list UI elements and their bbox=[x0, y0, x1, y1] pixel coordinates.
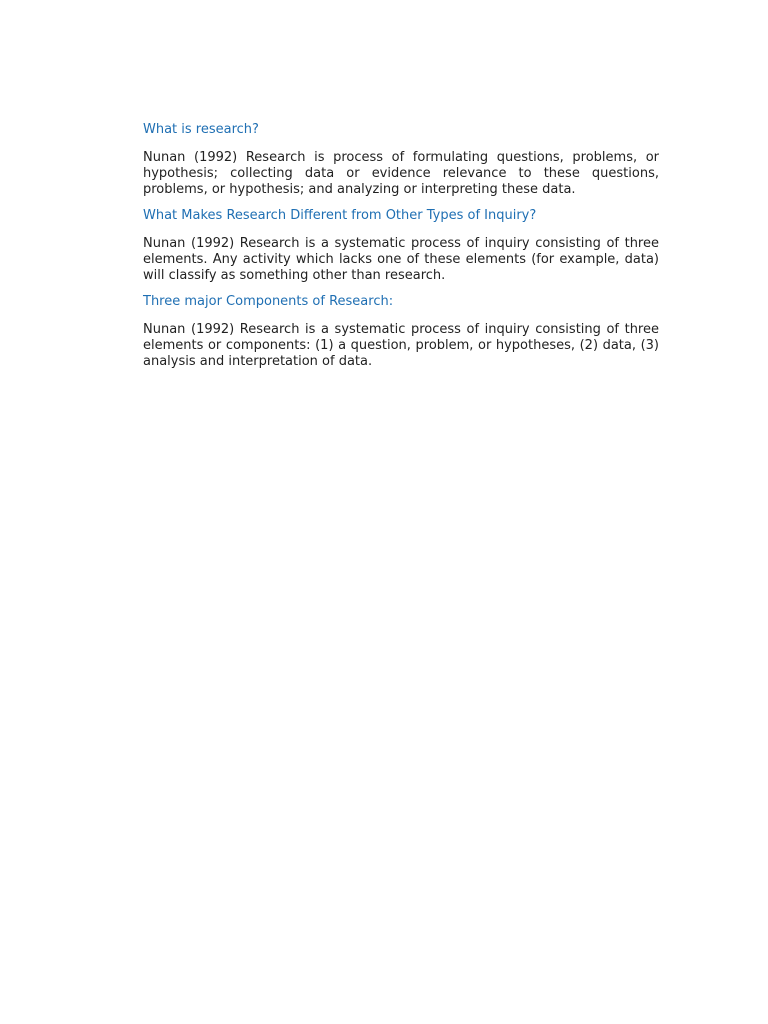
section-heading-research-components: Three major Components of Research: bbox=[143, 294, 394, 309]
document-content bbox=[143, 122, 659, 380]
section-body-research-difference: Nunan (1992) Research is a systematic process of inquiry consisting of three elements. Any activity which lacks one of these elements (for example, data) will classify as something other than research. bbox=[143, 236, 659, 283]
section-heading-research-difference: What Makes Research Different from Other Types of Inquiry? bbox=[143, 208, 537, 223]
section-heading-what-is-research: What is research? bbox=[143, 122, 259, 137]
section-body-what-is-research: Nunan (1992) Research is process of formulating questions, problems, or hypothesis; collecting data or evidence relevance to these questions, problems, or hypothesis; and analyzing or interpreting these data. bbox=[143, 150, 659, 197]
section-body-research-components: Nunan (1992) Research is a systematic process of inquiry consisting of three elements or components: (1) a question, problem, or hypotheses, (2) data, (3) analysis and interpretation of data. bbox=[143, 322, 659, 369]
